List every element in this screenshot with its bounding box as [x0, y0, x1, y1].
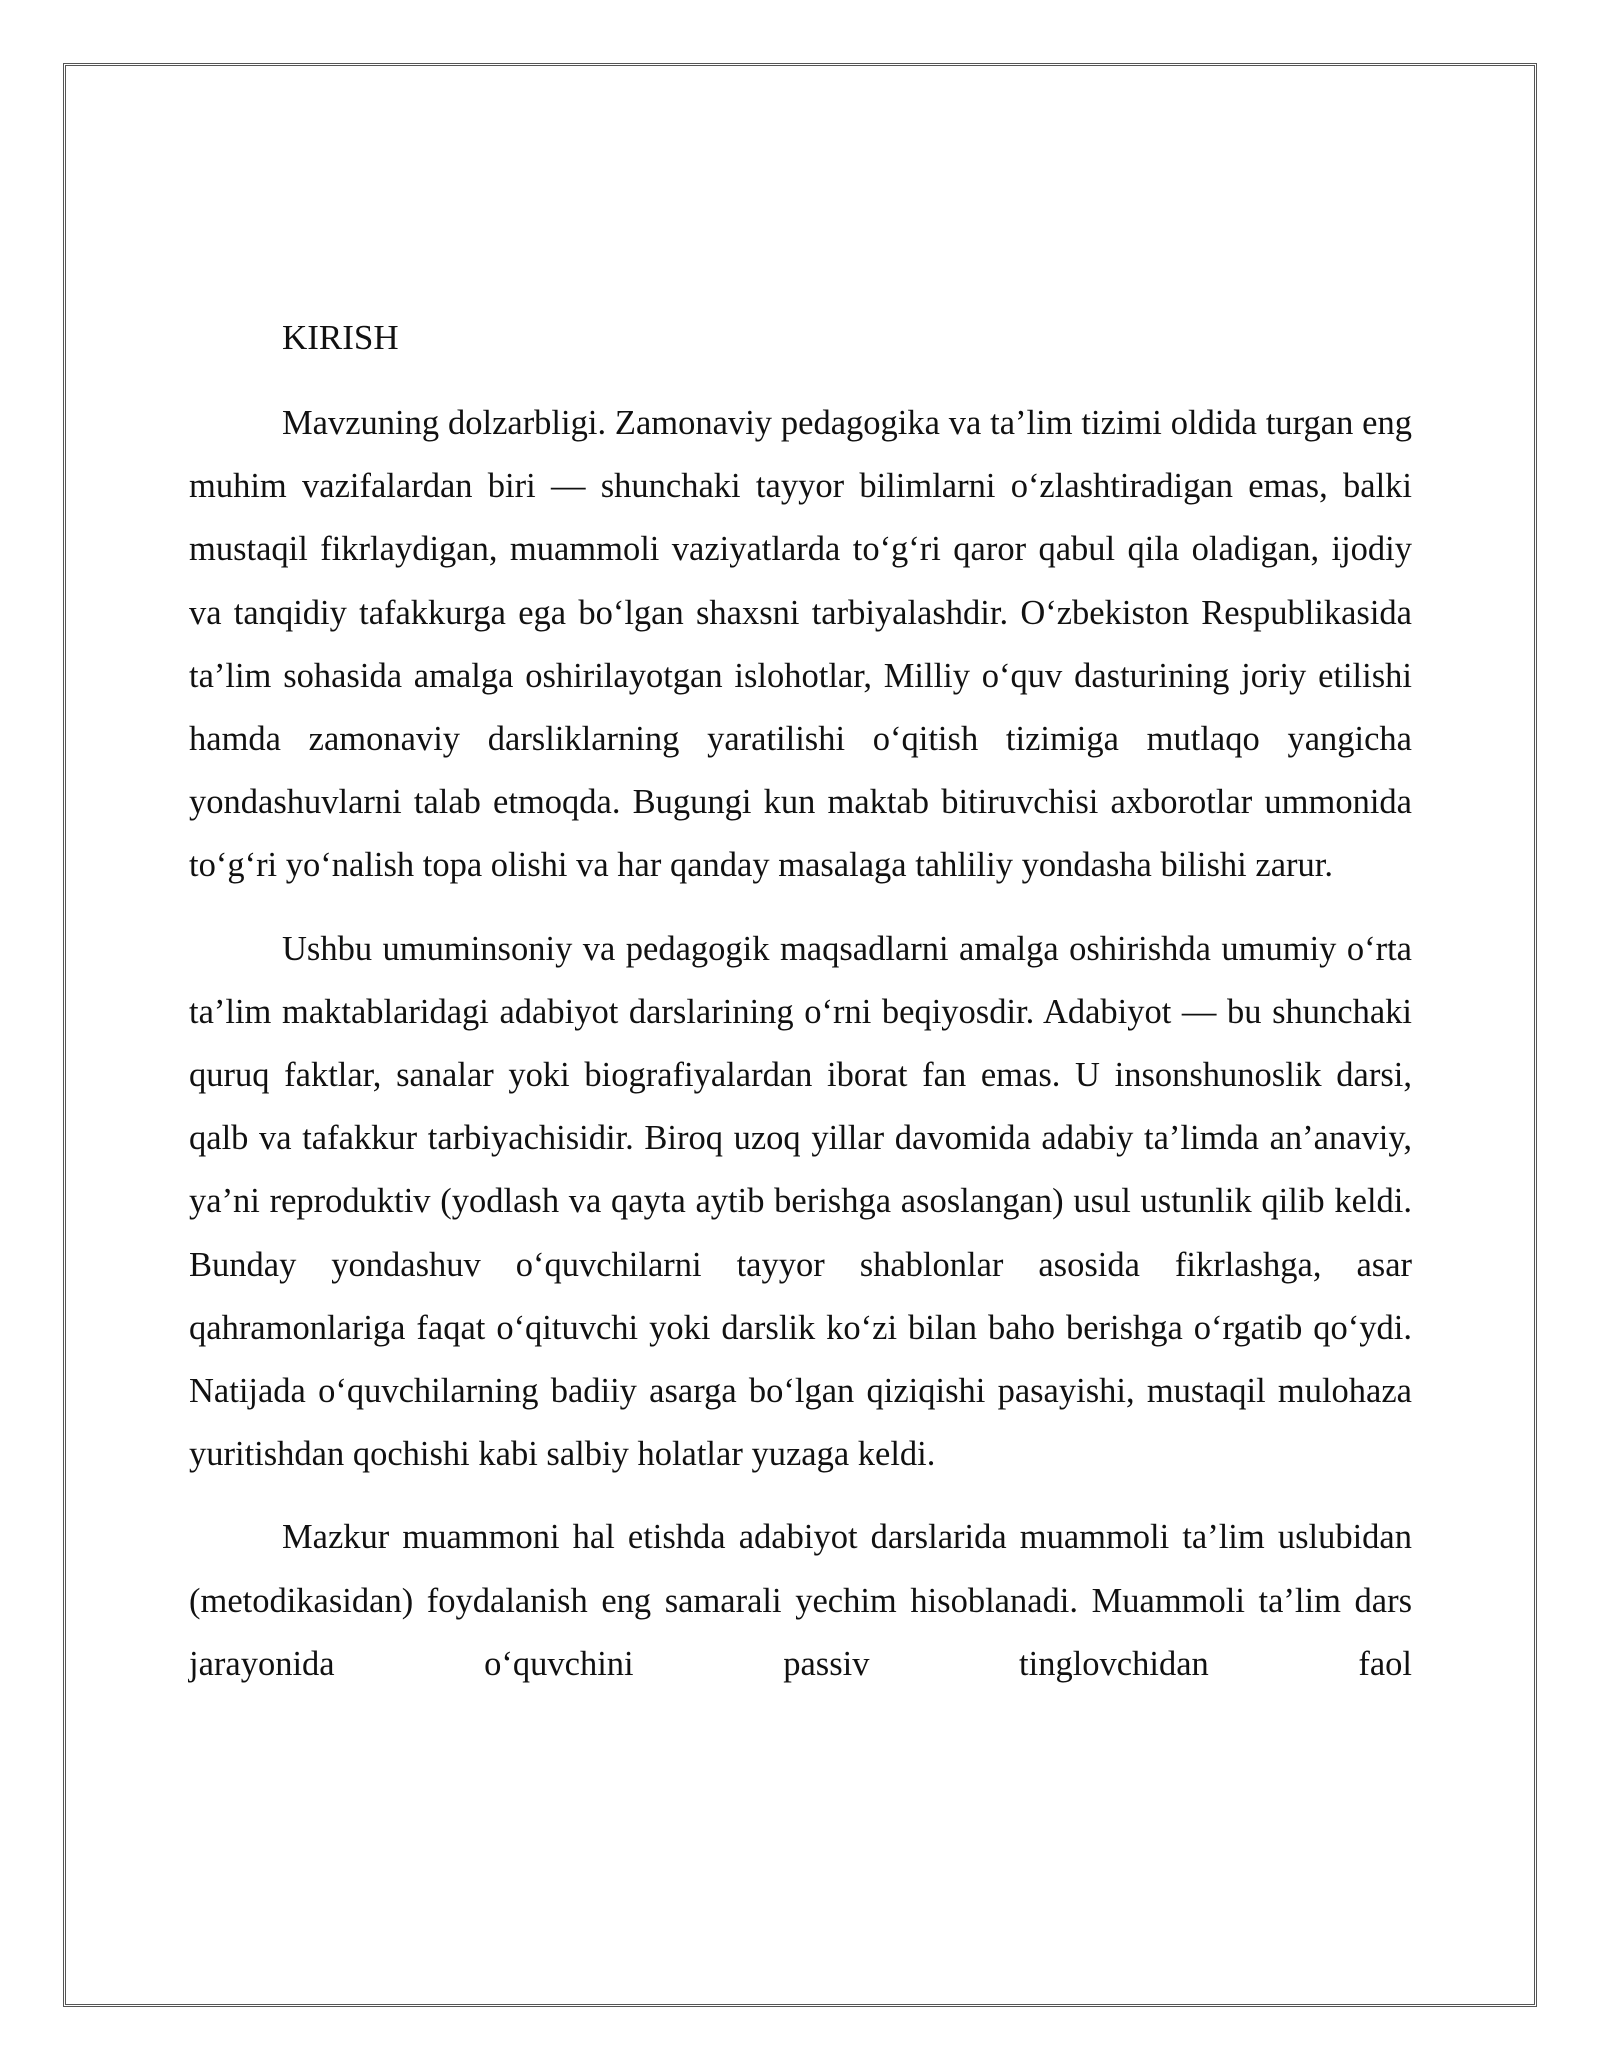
document-body: [189, 314, 1412, 1716]
paragraph-problem-based-learning: Mazkur muammoni hal etishda adabiyot darslarida muammoli ta’lim uslubidan (metodikasidan) foydalanish eng samarali yechim hisoblanadi. Muammoli ta’lim dars jarayonida o‘quvchini passiv tinglovchidan faol: [189, 1518, 1412, 1683]
paragraph-literature-role: Ushbu umuminsoniy va pedagogik maqsadlarni amalga oshirishda umumiy o‘rta ta’lim maktablaridagi adabiyot darslarining o‘rni beqiyosdir. Adabiyot — bu shunchaki quruq faktlar, sanalar yoki biografiyalardan iborat fan emas. U insonshunoslik darsi, qalb va tafakkur tarbiyachisidir. Biroq uzoq yillar davomida adabiy ta’limda an’anaviy, ya’ni reproduktiv (yodlash va qayta aytib berishga asoslangan) usul ustunlik qilib keldi. Bunday yondashuv o‘quvchilarni tayyor shablonlar asosida fikrlashga, asar qahramonlariga faqat o‘qituvchi yoki darslik ko‘zi bilan baho berishga o‘rgatib qo‘ydi. Natijada o‘quvchilarning badiiy asarga bo‘lgan qiziqishi pasayishi, mustaqil mulohaza yuritishdan qochishi kabi salbiy holatlar yuzaga keldi.: [189, 929, 1412, 1474]
paragraph-relevance: Mavzuning dolzarbligi. Zamonaviy pedagogika va ta’lim tizimi oldida turgan eng muhim vazifalardan biri — shunchaki tayyor bilimlarni o‘zlashtiradigan emas, balki mustaqil fikrlaydigan, muammoli vaziyatlarda to‘g‘ri qaror qabul qila oladigan, ijodiy va tanqidiy tafakkurga ega bo‘lgan shaxsni tarbiyalashdir. O‘zbekiston Respublikasida ta’lim sohasida amalga oshirilayotgan islohotlar, Milliy o‘quv dasturining joriy etilishi hamda zamonaviy darsliklarning yaratilishi o‘qitish tizimiga mutlaqo yangicha yondashuvlarni talab etmoqda. Bugungi kun maktab bitiruvchisi axborotlar ummonida to‘g‘ri yo‘nalish topa olishi va har qanday masalaga tahliliy yondasha bilishi zarur.: [189, 404, 1412, 885]
section-heading: KIRISH: [282, 318, 399, 357]
